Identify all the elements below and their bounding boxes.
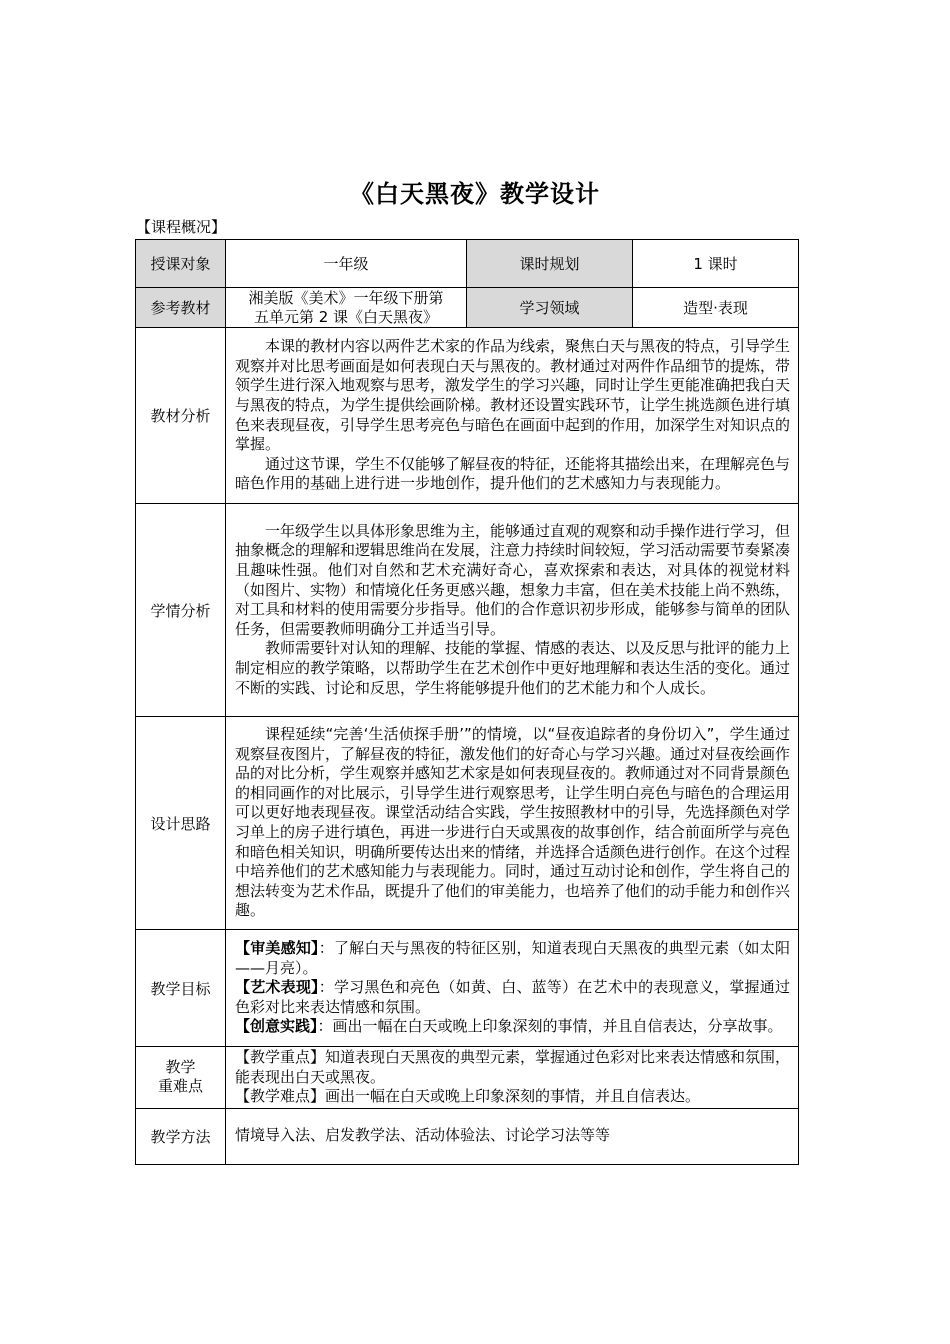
goal-expression <box>235 978 790 1017</box>
label-audience: 授课对象 <box>136 240 226 288</box>
student-analysis-content <box>226 504 799 717</box>
value-field: 造型·表现 <box>633 288 799 328</box>
material-analysis-content <box>226 328 799 504</box>
table-row <box>136 240 799 288</box>
goal-aesthetic-tag: 【审美感知】 <box>235 939 319 958</box>
table-row <box>136 717 799 930</box>
label-hours: 课时规划 <box>467 240 633 288</box>
value-hours: 1 课时 <box>633 240 799 288</box>
design-p1: 课程延续“完善‘生活侦探手册’”的情境，以“昼夜追踪者的身份切入”，学生通过观察昼夜图片，了解昼夜的特征，激发他们的好奇心与学习兴趣。通过对昼夜绘画作品的对比分析，学生观察并感知艺术家是如何表现昼夜的。教师通过对不同背景颜色的相同画作的对比展示，引导学生进行观察思考，让学生明白亮色与暗色的合理运用可以更好地表现昼夜。课堂活动结合实践，学生按照教材中的引导，先选择颜色对学习单上的房子进行填色，再进一步进行白天或黑夜的故事创作，结合前面所学与亮色和暗色相关知识，明确所要传达出来的情绪，并选择合适颜色进行创作。在这个过程中培养他们的艺术感知能力与表现能力。同时，通过互动讨论和创作，学生将自己的想法转变为艺术作品，既提升了他们的审美能力，也培养了他们的动手能力和创作兴趣。 <box>235 725 791 920</box>
section-label: 【课程概况】 <box>136 218 227 236</box>
label-key-points <box>136 1047 226 1109</box>
value-audience: 一年级 <box>226 240 467 288</box>
material-analysis-p1: 本课的教材内容以两件艺术家的作品为线索，聚焦白天与黑夜的特点，引导学生观察并对比思考画面是如何表现白天与黑夜的。教材通过对两件作品细节的提炼，带领学生进行深入地观察与思考，激发学生的学习兴趣，同时让学生更能准确把我白天与黑夜的特点，为学生提供绘画阶梯。教材还设置实践环节，让学生挑选颜色进行填色来表现昼夜，引导学生思考亮色与暗色在画面中起到的作用，加深学生对知识点的掌握。 <box>235 337 791 454</box>
key-points-label-line-2: 重难点 <box>157 1077 203 1096</box>
key-point-difficulty: 【教学难点】画出一幅在白天或晚上印象深刻的事情，并且自信表达。 <box>235 1087 701 1106</box>
label-student-analysis: 学情分析 <box>136 504 226 717</box>
methods-content <box>226 1108 799 1164</box>
label-field: 学习领域 <box>467 288 633 328</box>
table-row <box>136 1108 799 1164</box>
goals-content <box>226 930 799 1047</box>
goal-aesthetic-text: ：了解白天与黑夜的特征区别，知道表现白天黑夜的典型元素（如太阳——月亮）。 <box>235 939 790 977</box>
goal-practice <box>235 1017 790 1037</box>
label-methods: 教学方法 <box>136 1108 226 1164</box>
label-material: 参考教材 <box>136 288 226 328</box>
goal-aesthetic <box>235 939 790 978</box>
key-point-focus: 【教学重点】知道表现白天黑夜的典型元素，掌握通过色彩对比来表达情感和氛围，能表现出白天或黑夜。 <box>235 1048 791 1086</box>
material-analysis-p2: 通过这节课，学生不仅能够了解昼夜的特征，还能将其描绘出来，在理解亮色与暗色作用的基础上进行进一步地创作，提升他们的艺术感知力与表现能力。 <box>235 454 791 493</box>
table-row <box>136 930 799 1047</box>
methods-text: 情境导入法、启发教学法、活动体验法、讨论学习法等等 <box>235 1126 611 1145</box>
lesson-plan-table <box>135 239 799 1165</box>
table-row <box>136 288 799 328</box>
goal-practice-tag: 【创意实践】 <box>235 1017 318 1036</box>
key-points-content <box>226 1047 799 1109</box>
goal-expression-tag: 【艺术表现】 <box>235 978 319 997</box>
table-row <box>136 504 799 717</box>
value-material <box>226 288 467 328</box>
table-row <box>136 328 799 504</box>
design-content <box>226 717 799 930</box>
label-design: 设计思路 <box>136 717 226 930</box>
page-title: 《白天黑夜》教学设计 <box>350 180 600 208</box>
goal-expression-text: ：学习黑色和亮色（如黄、白、蓝等）在艺术中的表现意义，掌握通过色彩对比来表达情感和氛围。 <box>235 978 790 1016</box>
material-line-2: 五单元第 2 课《白天黑夜》 <box>253 307 439 326</box>
label-material-analysis: 教材分析 <box>136 328 226 504</box>
goal-practice-text: ：画出一幅在白天或晚上印象深刻的事情，并且自信表达，分享故事。 <box>317 1017 783 1036</box>
student-analysis-p2: 教师需要针对认知的理解、技能的掌握、情感的表达、以及反思与批评的能力上制定相应的教学策略，以帮助学生在艺术创作中更好地理解和表达生活的变化。通过不断的实践、讨论和反思，学生将能够提升他们的艺术能力和个人成长。 <box>235 639 791 697</box>
material-line-1: 湘美版《美术》一年级下册第 <box>248 288 444 307</box>
key-points-label-line-1: 教学 <box>165 1058 196 1077</box>
student-analysis-p1: 一年级学生以具体形象思维为主，能够通过直观的观察和动手操作进行学习，但抽象概念的理解和逻辑思维尚在发展，注意力持续时间较短，学习活动需要节奏紧凑且趣味性强。他们对自然和艺术充满好奇心，喜欢探索和表达，对具体的视觉材料（如图片、实物）和情境化任务更感兴趣，想象力丰富，但在美术技能上尚不熟练，对工具和材料的使用需要分步指导。他们的合作意识初步形成，能够参与简单的团队任务，但需要教师明确分工并适当引导。 <box>235 521 791 638</box>
table-row <box>136 1047 799 1109</box>
label-goals: 教学目标 <box>136 930 226 1047</box>
